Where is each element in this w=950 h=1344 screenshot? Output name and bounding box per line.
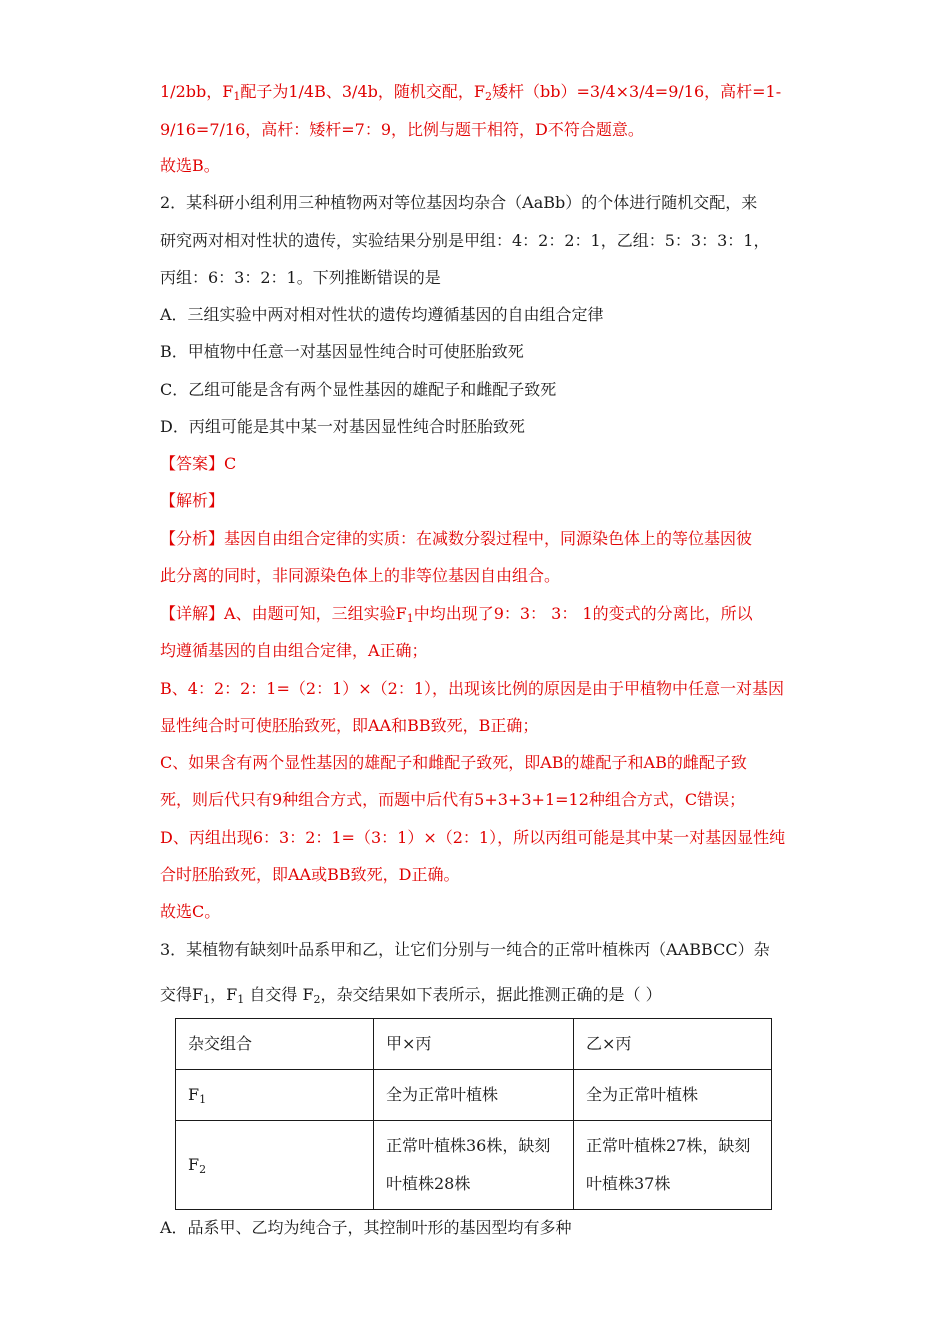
detail-line-1 [160, 604, 753, 624]
choose-b-line: 故选B。 [160, 156, 220, 175]
question-2-option-a: A．三组实验中两对相对性状的遗传均遵循基因的自由组合定律 [160, 305, 604, 324]
table-header-cell: 甲×丙 [374, 1019, 574, 1070]
table-header-cell: 乙×丙 [574, 1019, 772, 1070]
table-header-row [176, 1019, 772, 1070]
detail-line-2: 均遵循基因的自由组合定律，A正确； [160, 641, 428, 660]
detail-line-7: D、丙组出现6：3：2：1=（3：1）×（2：1），所以丙组可能是其中某一对基因显性纯 [160, 828, 786, 847]
detail-tag: 【详解】 [160, 604, 225, 623]
question-2-option-d: D．丙组可能是其中某一对基因显性纯合时胚胎致死 [160, 417, 525, 436]
table-cell: $F_2$ [176, 1121, 374, 1210]
question-3-stem-2: 交得$F_1$，$F_1$ 自交得 $F_2$，杂交结果如下表所示，据此推测正确的是（ ） [160, 985, 662, 1006]
analysis-line-1 [160, 529, 752, 549]
detail-line-8: 合时胚胎致死，即AA或BB致死，D正确。 [160, 865, 460, 884]
detail-text-1: A、由题可知，三组实验$F_1$中均出现了9：3： 3： 1的变式的分离比，所以 [224, 604, 753, 625]
table-cell: 正常叶植株27株，缺刻叶植株37株 [574, 1121, 772, 1210]
explain-line-1: 1/2bb，$F_1$配子为1/4B、3/4b，随机交配，$F_2$矮杆（bb）=3/4×3/4=9/16，高杆=1- [160, 82, 782, 103]
detail-line-5: C、如果含有两个显性基因的雄配子和雌配子致死，即AB的雄配子和AB的雌配子致 [160, 753, 747, 772]
question-2-stem-2: 研究两对相对性状的遗传，实验结果分别是甲组：4：2：2：1，乙组：5：3：3：1， [160, 231, 770, 250]
question-3-option-a: A．品系甲、乙均为纯合子，其控制叶形的基因型均有多种 [160, 1218, 572, 1237]
table-cell: $F_1$ [176, 1070, 374, 1121]
analysis-text-1: 基因自由组合定律的实质：在减数分裂过程中，同源染色体上的等位基因彼 [224, 529, 753, 548]
answer-line: 【答案】C [160, 454, 237, 473]
question-2-option-b: B．甲植物中任意一对基因显性纯合时可使胚胎致死 [160, 342, 524, 361]
detail-line-4: 显性纯合时可使胚胎致死，即AA和BB致死，B正确； [160, 716, 539, 735]
question-2-option-c: C．乙组可能是含有两个显性基因的雄配子和雌配子致死 [160, 380, 557, 399]
table-cell: 全为正常叶植株 [574, 1070, 772, 1121]
table-cell: 全为正常叶植株 [374, 1070, 574, 1121]
cross-result-table [175, 1018, 772, 1210]
table-row [176, 1070, 772, 1121]
question-3-stem-1: 3．某植物有缺刻叶品系甲和乙，让它们分别与一纯合的正常叶植株丙（AABBCC）杂 [160, 940, 770, 959]
detail-line-3: B、4：2：2：1=（2：1）×（2：1），出现该比例的原因是由于甲植物中任意一对基因 [160, 679, 785, 698]
detail-line-6: 死，则后代只有9种组合方式，而题中后代有5+3+3+1=12种组合方式，C错误； [160, 790, 746, 809]
table-cell: 正常叶植株36株，缺刻叶植株28株 [374, 1121, 574, 1210]
question-2-stem-1: 2．某科研小组利用三种植物两对等位基因均杂合（AaBb）的个体进行随机交配，来 [160, 193, 758, 212]
choose-c-line: 故选C。 [160, 902, 221, 921]
analysis-tag: 【分析】 [160, 529, 225, 548]
analysis-heading: 【解析】 [160, 491, 225, 510]
table-header-cell: 杂交组合 [176, 1019, 374, 1070]
analysis-line-2: 此分离的同时，非同源染色体上的非等位基因自由组合。 [160, 566, 561, 585]
explain-line-2: 9/16=7/16，高杆：矮杆=7：9，比例与题干相符，D不符合题意。 [160, 120, 644, 139]
table-row [176, 1121, 772, 1210]
question-2-stem-3: 丙组：6：3：2：1。下列推断错误的是 [160, 268, 441, 287]
